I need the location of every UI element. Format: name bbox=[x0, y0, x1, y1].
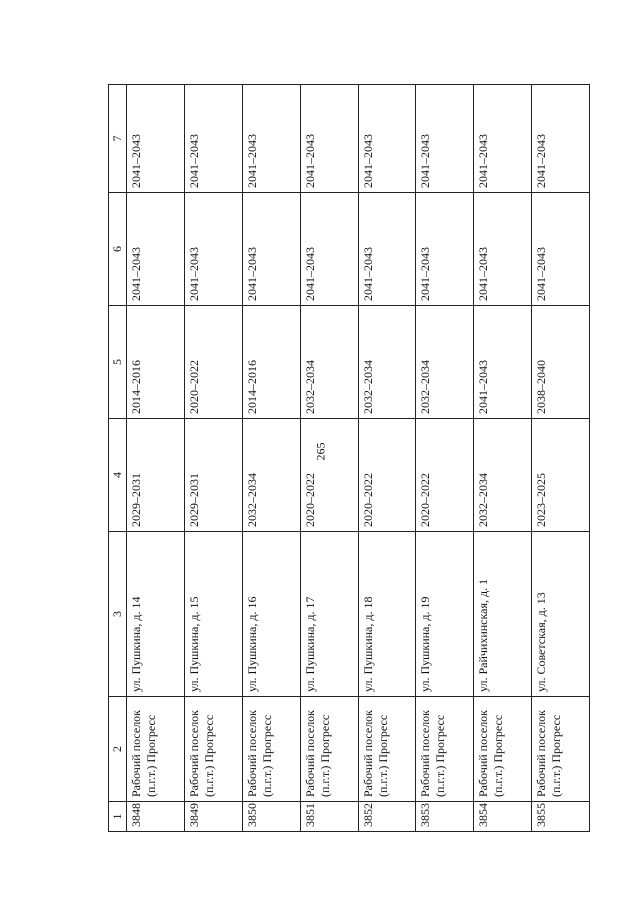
period-cell: 2041–2043 bbox=[416, 85, 474, 193]
address-cell: ул. Пушкина, д. 15 bbox=[184, 532, 242, 697]
period-cell: 2038–2040 bbox=[532, 306, 590, 419]
settlement-cell: Рабочий поселок (п.г.т.) Прогресс bbox=[300, 697, 358, 802]
period-cell: 2014–2016 bbox=[242, 306, 300, 419]
period-cell: 2023–2025 bbox=[532, 419, 590, 532]
header-cell: 1 bbox=[109, 802, 127, 832]
period-cell: 2020–2022 bbox=[184, 306, 242, 419]
address-cell: ул. Советская, д. 13 bbox=[532, 532, 590, 697]
period-cell: 2029–2031 bbox=[184, 419, 242, 532]
header-cell: 3 bbox=[109, 532, 127, 697]
period-cell: 2041–2043 bbox=[358, 85, 416, 193]
address-cell: ул. Пушкина, д. 14 bbox=[127, 532, 185, 697]
table-row bbox=[184, 85, 242, 832]
address-cell: ул. Пушкина, д. 17 bbox=[300, 532, 358, 697]
table-row bbox=[300, 85, 358, 832]
period-cell: 2020–2022 bbox=[358, 419, 416, 532]
row-number-cell: 3850 bbox=[242, 802, 300, 832]
period-cell: 2041–2043 bbox=[127, 85, 185, 193]
period-cell: 2041–2043 bbox=[300, 85, 358, 193]
header-cell: 6 bbox=[109, 193, 127, 306]
period-cell: 2041–2043 bbox=[127, 193, 185, 306]
period-cell: 2041–2043 bbox=[242, 193, 300, 306]
data-table bbox=[108, 84, 590, 832]
header-cell: 2 bbox=[109, 697, 127, 802]
row-number-cell: 3851 bbox=[300, 802, 358, 832]
row-number-cell: 3848 bbox=[127, 802, 185, 832]
table-row bbox=[416, 85, 474, 832]
row-number-cell: 3855 bbox=[532, 802, 590, 832]
settlement-cell: Рабочий поселок (п.г.т.) Прогресс bbox=[532, 697, 590, 802]
settlement-cell: Рабочий поселок (п.г.т.) Прогресс bbox=[242, 697, 300, 802]
address-cell: ул. Пушкина, д. 18 bbox=[358, 532, 416, 697]
period-cell: 2032–2034 bbox=[242, 419, 300, 532]
header-cell: 7 bbox=[109, 85, 127, 193]
period-cell: 2041–2043 bbox=[532, 193, 590, 306]
period-cell: 2020–2022 bbox=[300, 419, 358, 532]
row-number-cell: 3852 bbox=[358, 802, 416, 832]
table-row bbox=[474, 85, 532, 832]
table-row bbox=[242, 85, 300, 832]
period-cell: 2041–2043 bbox=[184, 85, 242, 193]
period-cell: 2041–2043 bbox=[184, 193, 242, 306]
period-cell: 2020–2022 bbox=[416, 419, 474, 532]
period-cell: 2041–2043 bbox=[474, 193, 532, 306]
address-cell: ул. Пушкина, д. 16 bbox=[242, 532, 300, 697]
table-row bbox=[358, 85, 416, 832]
header-cell: 4 bbox=[109, 419, 127, 532]
table-container bbox=[108, 85, 590, 832]
period-cell: 2014–2016 bbox=[127, 306, 185, 419]
period-cell: 2041–2043 bbox=[358, 193, 416, 306]
page-number: 265 bbox=[313, 442, 328, 461]
settlement-cell: Рабочий поселок (п.г.т.) Прогресс bbox=[358, 697, 416, 802]
table-row bbox=[532, 85, 590, 832]
row-number-cell: 3849 bbox=[184, 802, 242, 832]
settlement-cell: Рабочий поселок (п.г.т.) Прогресс bbox=[474, 697, 532, 802]
period-cell: 2041–2043 bbox=[532, 85, 590, 193]
header-cell: 5 bbox=[109, 306, 127, 419]
period-cell: 2041–2043 bbox=[242, 85, 300, 193]
period-cell: 2029–2031 bbox=[127, 419, 185, 532]
row-number-cell: 3853 bbox=[416, 802, 474, 832]
period-cell: 2032–2034 bbox=[416, 306, 474, 419]
period-cell: 2041–2043 bbox=[474, 85, 532, 193]
settlement-cell: Рабочий поселок (п.г.т.) Прогресс bbox=[416, 697, 474, 802]
period-cell: 2041–2043 bbox=[300, 193, 358, 306]
settlement-cell: Рабочий поселок (п.г.т.) Прогресс bbox=[127, 697, 185, 802]
period-cell: 2032–2034 bbox=[300, 306, 358, 419]
row-number-cell: 3854 bbox=[474, 802, 532, 832]
period-cell: 2041–2043 bbox=[474, 306, 532, 419]
address-cell: ул. Пушкина, д. 19 bbox=[416, 532, 474, 697]
settlement-cell: Рабочий поселок (п.г.т.) Прогресс bbox=[184, 697, 242, 802]
header-row bbox=[109, 85, 127, 832]
table-row bbox=[127, 85, 185, 832]
period-cell: 2041–2043 bbox=[416, 193, 474, 306]
address-cell: ул. Райчихинская, д. 1 bbox=[474, 532, 532, 697]
period-cell: 2032–2034 bbox=[474, 419, 532, 532]
period-cell: 2032–2034 bbox=[358, 306, 416, 419]
